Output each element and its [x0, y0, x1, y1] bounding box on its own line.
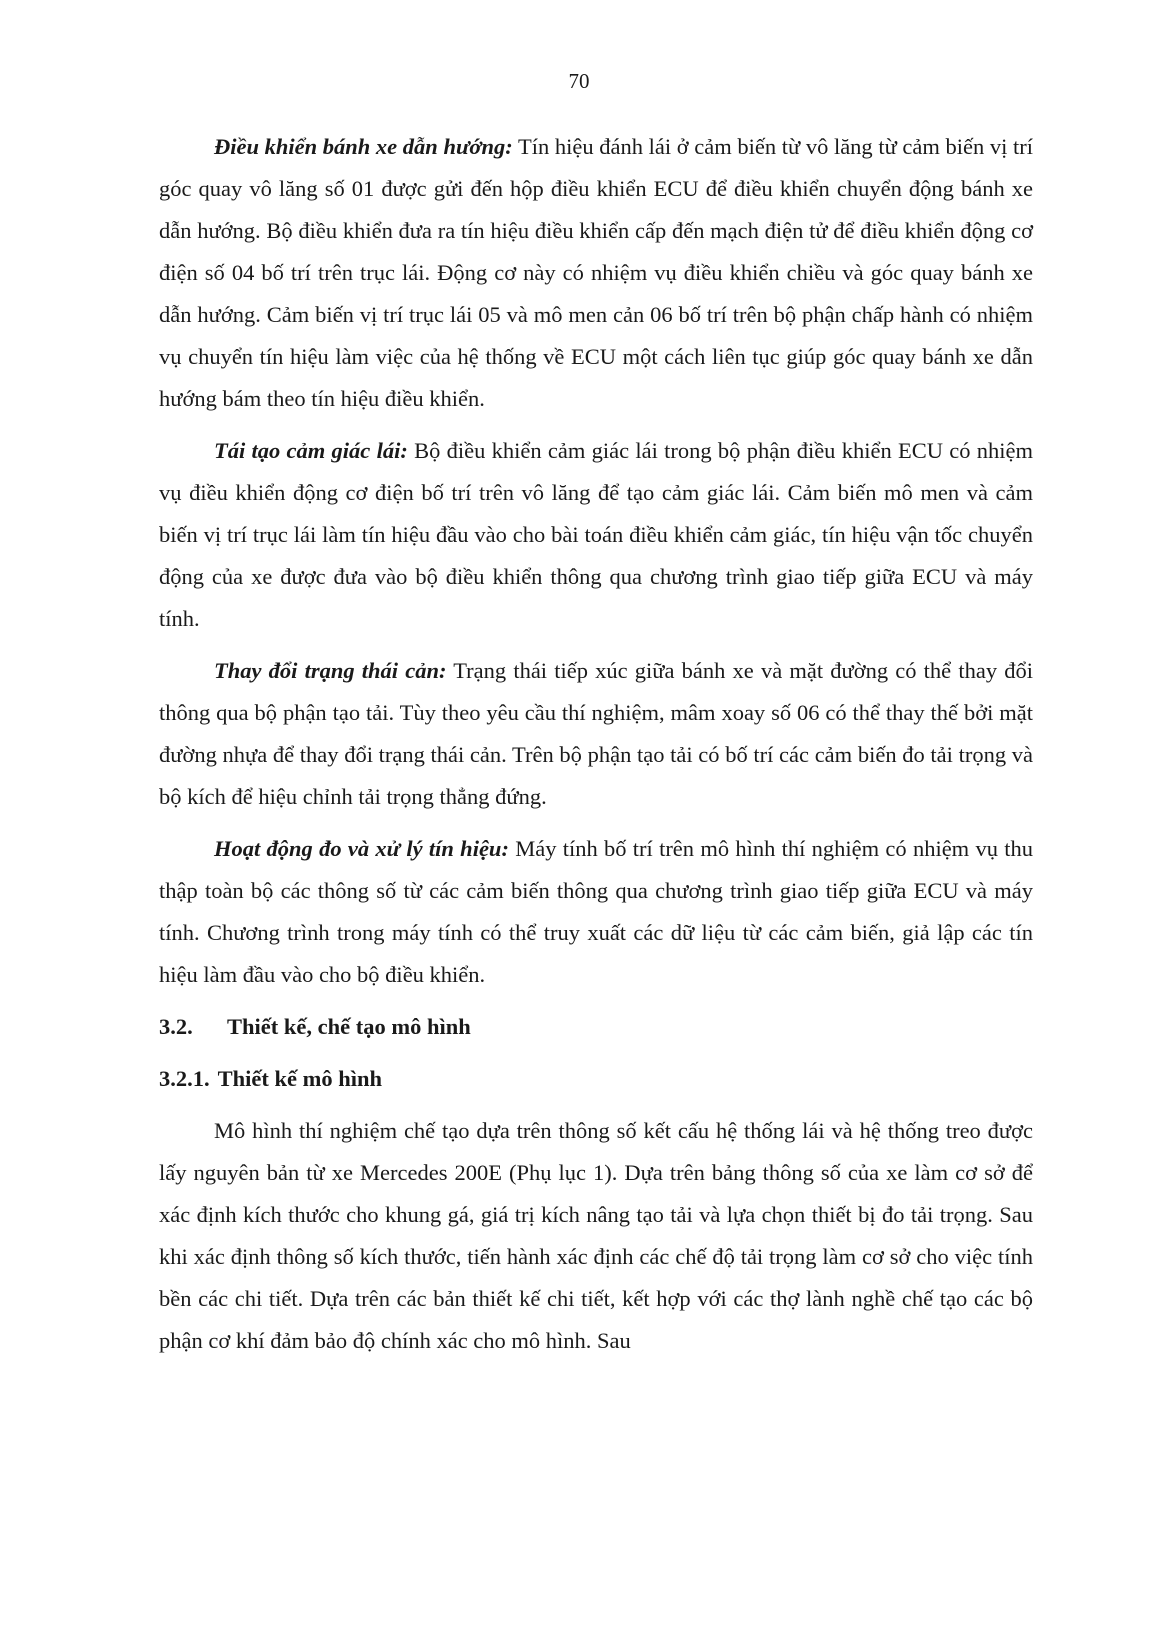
paragraph-lead: Tái tạo cảm giác lái:: [214, 438, 408, 463]
section-number: 3.2.: [159, 1014, 193, 1039]
paragraph-text: Máy tính bố trí trên mô hình thí nghiệm có nhiệm vụ thu thập toàn bộ các thông số từ các cảm biến thông qua chương trình giao tiếp giữa ECU và máy tính. Chương trình trong máy tính có thể truy xuất các dữ liệu từ các cảm biến, giả lập các tín hiệu làm đầu vào cho bộ điều khiển.: [159, 836, 1033, 987]
section-heading: [159, 1006, 1033, 1048]
paragraph-lead: Hoạt động đo và xử lý tín hiệu:: [214, 836, 509, 861]
paragraph-lead: Điều khiển bánh xe dẫn hướng:: [214, 134, 513, 159]
paragraph-lead: Thay đổi trạng thái cản:: [214, 658, 447, 683]
subsection-number: 3.2.1.: [159, 1066, 210, 1091]
subsection-title: Thiết kế mô hình: [217, 1066, 383, 1091]
subsection-heading: [159, 1058, 1033, 1100]
page-number: 70: [568, 69, 590, 93]
paragraph-steering-control: [159, 126, 1033, 420]
section-title: Thiết kế, chế tạo mô hình: [227, 1014, 471, 1039]
paragraph-steering-feel: [159, 430, 1033, 640]
paragraph-text: Tín hiệu đánh lái ở cảm biến từ vô lăng từ cảm biến vị trí góc quay vô lăng số 01 được gửi đến hộp điều khiển ECU để điều khiển chuyển động bánh xe dẫn hướng. Bộ điều khiển đưa ra tín hiệu điều khiển cấp đến mạch điện tử để điều khiển động cơ điện số 04 bố trí trên trục lái. Động cơ này có nhiệm vụ điều khiển chiều và góc quay bánh xe dẫn hướng. Cảm biến vị trí trục lái 05 và mô men cản 06 bố trí trên bộ phận chấp hành có nhiệm vụ chuyển tín hiệu làm việc của hệ thống về ECU một cách liên tục giúp góc quay bánh xe dẫn hướng bám theo tín hiệu điều khiển.: [159, 134, 1033, 411]
paragraph-model-design: Mô hình thí nghiệm chế tạo dựa trên thông số kết cấu hệ thống lái và hệ thống treo được lấy nguyên bản từ xe Mercedes 200E (Phụ lục 1). Dựa trên bảng thông số của xe làm cơ sở để xác định kích thước cho khung gá, giá trị kích nâng tạo tải và lựa chọn thiết bị đo tải trọng. Sau khi xác định thông số kích thước, tiến hành xác định các chế độ tải trọng làm cơ sở cho việc tính bền các chi tiết. Dựa trên các bản thiết kế chi tiết, kết hợp với các thợ lành nghề chế tạo các bộ phận cơ khí đảm bảo độ chính xác cho mô hình. Sau: [159, 1118, 1033, 1353]
paragraph-text: Trạng thái tiếp xúc giữa bánh xe và mặt đường có thể thay đổi thông qua bộ phận tạo tải. Tùy theo yêu cầu thí nghiệm, mâm xoay số 06 có thể thay thế bởi mặt đường nhựa để thay đổi trạng thái cản. Trên bộ phận tạo tải có bố trí các cảm biến đo tải trọng và bộ kích để hiệu chỉnh tải trọng thẳng đứng.: [159, 658, 1033, 809]
document-body: [159, 126, 1033, 1372]
paragraph-text: Bộ điều khiển cảm giác lái trong bộ phận điều khiển ECU có nhiệm vụ điều khiển động cơ điện bố trí trên vô lăng để tạo cảm giác lái. Cảm biến mô men và cảm biến vị trí trục lái làm tín hiệu đầu vào cho bài toán điều khiển cảm giác, tín hiệu vận tốc chuyển động của xe được đưa vào bộ điều khiển thông qua chương trình giao tiếp giữa ECU và máy tính.: [159, 438, 1033, 631]
paragraph-signal-processing: [159, 828, 1033, 996]
paragraph-resistance-state: [159, 650, 1033, 818]
